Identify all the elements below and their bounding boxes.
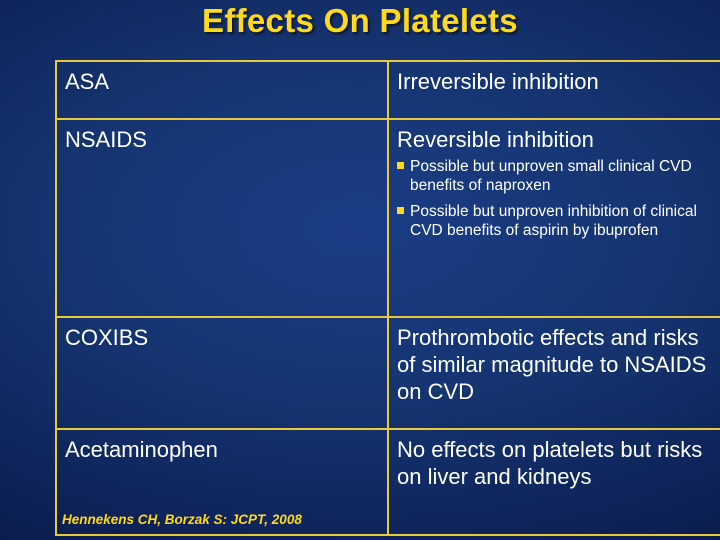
table-row <box>57 62 720 120</box>
effects-table <box>55 60 720 536</box>
table-row <box>57 120 720 318</box>
table-row <box>57 318 720 430</box>
bullet-square-icon <box>397 162 404 169</box>
table-cell-drug <box>57 120 389 318</box>
drug-label: NSAIDS <box>65 127 147 152</box>
table-cell-drug <box>57 62 389 120</box>
table-cell-effect <box>389 430 720 536</box>
drug-label: ASA <box>65 69 110 94</box>
page-title: Effects On Platelets <box>202 2 518 39</box>
list-item <box>397 202 712 240</box>
effect-text: Irreversible inhibition <box>397 69 599 94</box>
list-item-label: Possible but unproven small clinical CVD benefits of naproxen <box>410 158 692 194</box>
effect-text: Prothrombotic effects and risks of similar magnitude to NSAIDS on CVD <box>397 325 707 404</box>
table-cell-effect <box>389 120 720 318</box>
citation: Hennekens CH, Borzak S: JCPT, 2008 <box>62 512 302 527</box>
drug-label: COXIBS <box>65 325 149 350</box>
table-cell-effect <box>389 62 720 120</box>
effect-text: Reversible inhibition <box>397 127 594 152</box>
effect-text: No effects on platelets but risks on liver and kidneys <box>397 437 703 489</box>
drug-label: Acetaminophen <box>65 437 218 462</box>
list-item <box>397 157 712 195</box>
table-cell-effect <box>389 318 720 430</box>
table-cell-drug <box>57 318 389 430</box>
bullet-square-icon <box>397 207 404 214</box>
bullet-list <box>397 157 712 240</box>
list-item-label: Possible but unproven inhibition of clinical CVD benefits of aspirin by ibuprofen <box>410 203 697 239</box>
